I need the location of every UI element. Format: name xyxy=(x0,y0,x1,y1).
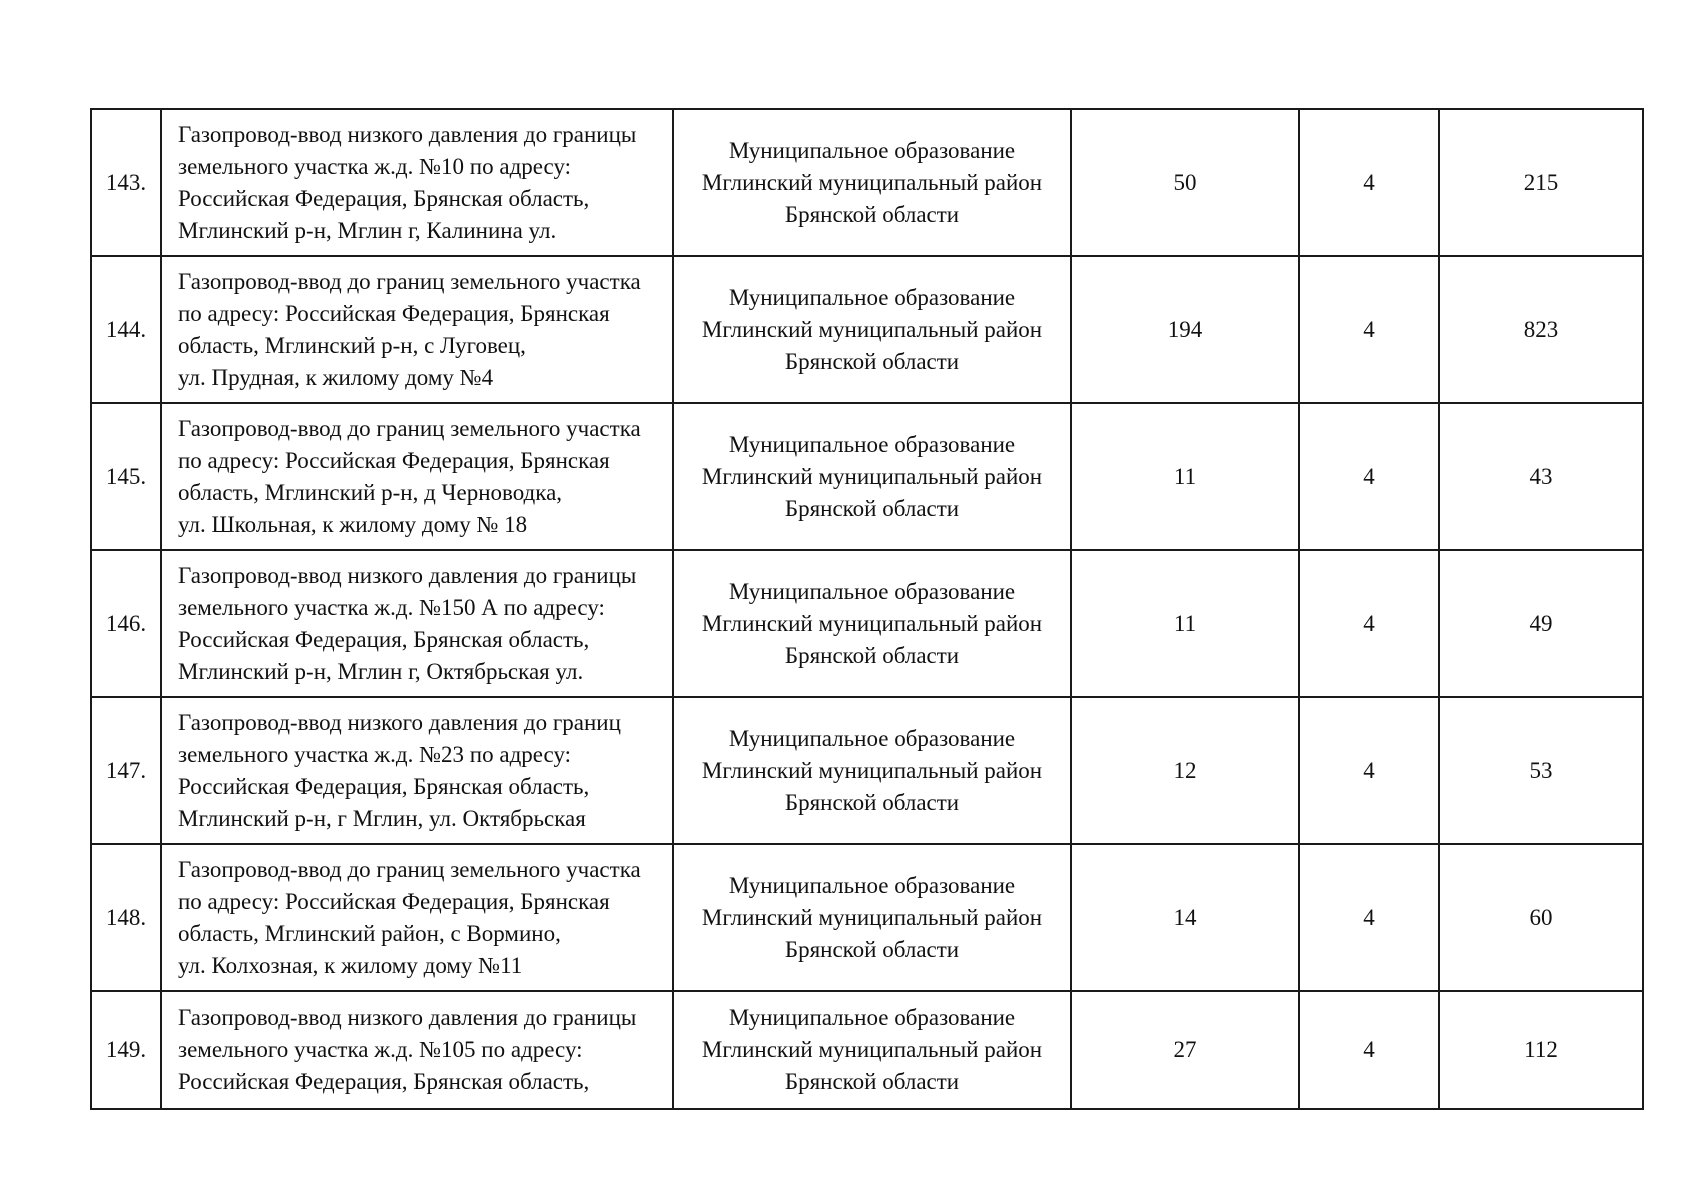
table-row xyxy=(91,109,1643,256)
value-cell-1: 12 xyxy=(1071,697,1299,844)
row-number: 149. xyxy=(91,991,161,1109)
row-number: 146. xyxy=(91,550,161,697)
object-description: Газопровод-ввод низкого давления до границы земельного участка ж.д. №10 по адресу: Российская Федерация, Брянская область, Мглинский р-н, Мглин г, Калинина ул. xyxy=(161,109,673,256)
value-cell-2: 4 xyxy=(1299,256,1439,403)
object-description: Газопровод-ввод низкого давления до границ земельного участка ж.д. №23 по адресу: Российская Федерация, Брянская область, Мглинский р-н, г Мглин, ул. Октябрьская xyxy=(161,697,673,844)
value-cell-2: 4 xyxy=(1299,844,1439,991)
table-row xyxy=(91,550,1643,697)
owner-name: Муниципальное образование Мглинский муниципальный район Брянской области xyxy=(673,550,1071,697)
row-number: 145. xyxy=(91,403,161,550)
row-number: 148. xyxy=(91,844,161,991)
owner-name: Муниципальное образование Мглинский муниципальный район Брянской области xyxy=(673,991,1071,1109)
value-cell-1: 27 xyxy=(1071,991,1299,1109)
row-number: 147. xyxy=(91,697,161,844)
value-cell-2: 4 xyxy=(1299,403,1439,550)
object-description: Газопровод-ввод до границ земельного участка по адресу: Российская Федерация, Брянская область, Мглинский р-н, д Черноводка, ул. Школьная, к жилому дому № 18 xyxy=(161,403,673,550)
value-cell-2: 4 xyxy=(1299,550,1439,697)
table-row xyxy=(91,844,1643,991)
object-description: Газопровод-ввод до границ земельного участка по адресу: Российская Федерация, Брянская область, Мглинский р-н, с Луговец, ул. Прудная, к жилому дому №4 xyxy=(161,256,673,403)
row-number: 143. xyxy=(91,109,161,256)
gas-pipeline-registry-table xyxy=(90,108,1644,1110)
table-row xyxy=(91,403,1643,550)
owner-name: Муниципальное образование Мглинский муниципальный район Брянской области xyxy=(673,256,1071,403)
value-cell-1: 11 xyxy=(1071,550,1299,697)
table-row xyxy=(91,697,1643,844)
owner-name: Муниципальное образование Мглинский муниципальный район Брянской области xyxy=(673,844,1071,991)
value-cell-2: 4 xyxy=(1299,991,1439,1109)
row-number: 144. xyxy=(91,256,161,403)
value-cell-3: 60 xyxy=(1439,844,1643,991)
value-cell-3: 112 xyxy=(1439,991,1643,1109)
value-cell-3: 43 xyxy=(1439,403,1643,550)
table-row xyxy=(91,256,1643,403)
object-description: Газопровод-ввод низкого давления до границы земельного участка ж.д. №150 А по адресу: Российская Федерация, Брянская область, Мглинский р-н, Мглин г, Октябрьская ул. xyxy=(161,550,673,697)
object-description: Газопровод-ввод низкого давления до границы земельного участка ж.д. №105 по адресу: Российская Федерация, Брянская область, xyxy=(161,991,673,1109)
value-cell-3: 215 xyxy=(1439,109,1643,256)
value-cell-2: 4 xyxy=(1299,109,1439,256)
table-row xyxy=(91,991,1643,1109)
owner-name: Муниципальное образование Мглинский муниципальный район Брянской области xyxy=(673,403,1071,550)
owner-name: Муниципальное образование Мглинский муниципальный район Брянской области xyxy=(673,697,1071,844)
value-cell-1: 14 xyxy=(1071,844,1299,991)
value-cell-2: 4 xyxy=(1299,697,1439,844)
value-cell-1: 194 xyxy=(1071,256,1299,403)
value-cell-1: 11 xyxy=(1071,403,1299,550)
value-cell-1: 50 xyxy=(1071,109,1299,256)
value-cell-3: 49 xyxy=(1439,550,1643,697)
object-description: Газопровод-ввод до границ земельного участка по адресу: Российская Федерация, Брянская область, Мглинский район, с Вормино, ул. Колхозная, к жилому дому №11 xyxy=(161,844,673,991)
value-cell-3: 53 xyxy=(1439,697,1643,844)
owner-name: Муниципальное образование Мглинский муниципальный район Брянской области xyxy=(673,109,1071,256)
value-cell-3: 823 xyxy=(1439,256,1643,403)
